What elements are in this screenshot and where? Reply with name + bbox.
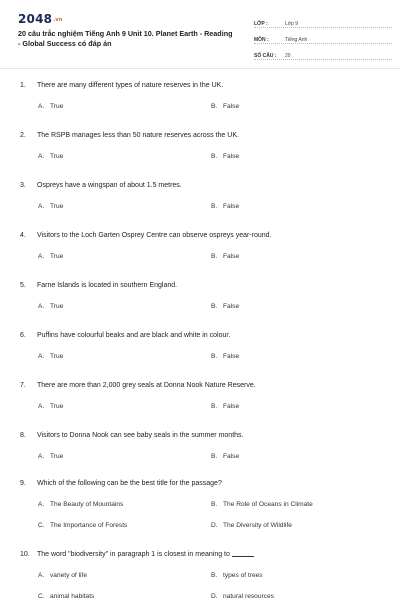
question-item	[20, 382, 392, 410]
info-row-class	[254, 14, 392, 28]
answer-option[interactable]	[38, 153, 63, 160]
answer-option[interactable]	[38, 203, 63, 210]
question-number: 7.	[20, 382, 26, 389]
option-text: True	[50, 403, 64, 410]
answer-option[interactable]	[38, 572, 87, 579]
question-number: 5.	[20, 282, 26, 289]
info-row-count	[254, 46, 392, 60]
option-letter: A.	[38, 353, 45, 360]
option-text: True	[50, 153, 64, 160]
option-text: The Importance of Forests	[50, 522, 128, 529]
option-text: False	[223, 203, 240, 210]
option-letter: D.	[211, 593, 218, 600]
question-item	[20, 480, 392, 529]
answer-option[interactable]	[211, 353, 239, 360]
option-letter: B.	[211, 203, 218, 210]
option-letter: B.	[211, 153, 218, 160]
option-text: False	[223, 103, 240, 110]
option-letter: B.	[211, 403, 218, 410]
question-text	[20, 551, 392, 558]
option-letter: B.	[211, 572, 218, 579]
option-letter: D.	[211, 522, 218, 529]
option-text: types of trees	[223, 572, 263, 579]
question-number: 8.	[20, 432, 26, 439]
question-number: 6.	[20, 332, 26, 339]
option-letter: A.	[38, 403, 45, 410]
question-statement: Farne Islands is located in southern England.	[37, 282, 178, 289]
info-row-subject	[254, 30, 392, 44]
question-statement: Which of the following can be the best title for the passage?	[37, 480, 222, 487]
question-statement: Visitors to Donna Nook can see baby seals in the summer months.	[37, 432, 244, 439]
question-statement: Ospreys have a wingspan of about 1.5 metres.	[37, 182, 182, 189]
question-item	[20, 282, 392, 310]
option-text: True	[50, 203, 64, 210]
option-text: False	[223, 453, 240, 460]
answer-option[interactable]	[211, 572, 263, 579]
question-number: 4.	[20, 232, 26, 239]
option-text: The Diversity of Wildlife	[223, 522, 292, 529]
question-text	[20, 332, 392, 339]
question-statement: The word "biodiversity" in paragraph 1 is closest in meaning to	[37, 551, 230, 558]
question-statement: Visitors to the Loch Garten Osprey Centre can observe ospreys year-round.	[37, 232, 272, 239]
answer-option[interactable]	[211, 203, 239, 210]
info-label-count: SỐ CÂU :	[254, 53, 277, 59]
answer-option[interactable]	[211, 303, 239, 310]
document-title: 20 câu trắc nghiệm Tiếng Anh 9 Unit 10. Planet Earth - Reading - Global Success có đáp án	[18, 29, 233, 48]
option-text: The Role of Oceans in Climate	[223, 501, 313, 508]
info-value-class: Lớp 9	[285, 21, 299, 27]
info-label-subject: MÔN :	[254, 37, 269, 43]
info-value-subject: Tiếng Anh	[285, 37, 308, 43]
question-item	[20, 82, 392, 110]
option-text: False	[223, 403, 240, 410]
logo-domain-text: .vn	[53, 17, 63, 23]
answer-option[interactable]	[211, 103, 239, 110]
option-letter: A.	[38, 303, 45, 310]
question-number: 9.	[20, 480, 26, 487]
option-letter: B.	[211, 353, 218, 360]
header-divider	[0, 68, 400, 69]
question-number: 3.	[20, 182, 26, 189]
question-number: 10.	[20, 551, 30, 558]
question-text	[20, 382, 392, 389]
option-letter: A.	[38, 253, 45, 260]
answer-option[interactable]	[38, 403, 63, 410]
question-number: 2.	[20, 132, 26, 139]
info-value-count: 20	[285, 53, 291, 59]
question-item	[20, 551, 392, 600]
answer-option[interactable]	[211, 593, 274, 600]
option-letter: B.	[211, 103, 218, 110]
question-number: 1.	[20, 82, 26, 89]
answer-option[interactable]	[38, 453, 63, 460]
info-panel	[254, 14, 392, 62]
option-text: False	[223, 303, 240, 310]
logo-main-text: 2048	[18, 12, 53, 26]
answer-option[interactable]	[211, 403, 239, 410]
question-text	[20, 480, 392, 487]
answer-option[interactable]	[211, 253, 239, 260]
question-statement: There are more than 2,000 grey seals at Donna Nook Nature Reserve.	[37, 382, 256, 389]
answer-option[interactable]	[38, 103, 63, 110]
question-statement: The RSPB manages less than 50 nature reserves across the UK.	[37, 132, 239, 139]
question-statement: There are many different types of nature reserves in the UK.	[37, 82, 224, 89]
option-letter: B.	[211, 453, 218, 460]
question-item	[20, 182, 392, 210]
option-text: natural resources	[223, 593, 274, 600]
option-letter: A.	[38, 453, 45, 460]
option-text: True	[50, 353, 64, 360]
answer-blank	[232, 551, 254, 557]
question-item	[20, 132, 392, 160]
option-letter: B.	[211, 501, 218, 508]
answer-option[interactable]	[211, 453, 239, 460]
question-item	[20, 432, 392, 460]
question-item	[20, 332, 392, 360]
answer-option[interactable]	[38, 593, 94, 600]
answer-option[interactable]	[211, 153, 239, 160]
answer-option[interactable]	[38, 253, 63, 260]
option-text: variety of life	[50, 572, 88, 579]
answer-option[interactable]	[211, 522, 292, 529]
option-text: True	[50, 303, 64, 310]
question-text	[20, 82, 392, 89]
answer-option[interactable]	[38, 353, 63, 360]
option-text: False	[223, 153, 240, 160]
answer-option[interactable]	[38, 303, 63, 310]
option-text: False	[223, 253, 240, 260]
option-text: True	[50, 453, 64, 460]
info-label-class: LỚP :	[254, 21, 268, 27]
question-item	[20, 232, 392, 260]
option-text: True	[50, 103, 64, 110]
option-text: The Beauty of Mountains	[50, 501, 124, 508]
option-letter: B.	[211, 303, 218, 310]
option-letter: C.	[38, 593, 45, 600]
option-letter: A.	[38, 501, 45, 508]
option-letter: A.	[38, 103, 45, 110]
option-letter: A.	[38, 203, 45, 210]
option-letter: C.	[38, 522, 45, 529]
question-text	[20, 182, 392, 189]
answer-option[interactable]	[38, 522, 127, 529]
option-text: True	[50, 253, 64, 260]
answer-option[interactable]	[38, 501, 123, 508]
answer-option[interactable]	[211, 501, 313, 508]
question-text	[20, 282, 392, 289]
question-text	[20, 432, 392, 439]
option-letter: B.	[211, 253, 218, 260]
option-text: animal habitats	[50, 593, 95, 600]
option-letter: A.	[38, 572, 45, 579]
option-letter: A.	[38, 153, 45, 160]
question-text	[20, 232, 392, 239]
option-text: False	[223, 353, 240, 360]
question-text	[20, 132, 392, 139]
question-statement: Puffins have colourful beaks and are black and white in colour.	[37, 332, 231, 339]
